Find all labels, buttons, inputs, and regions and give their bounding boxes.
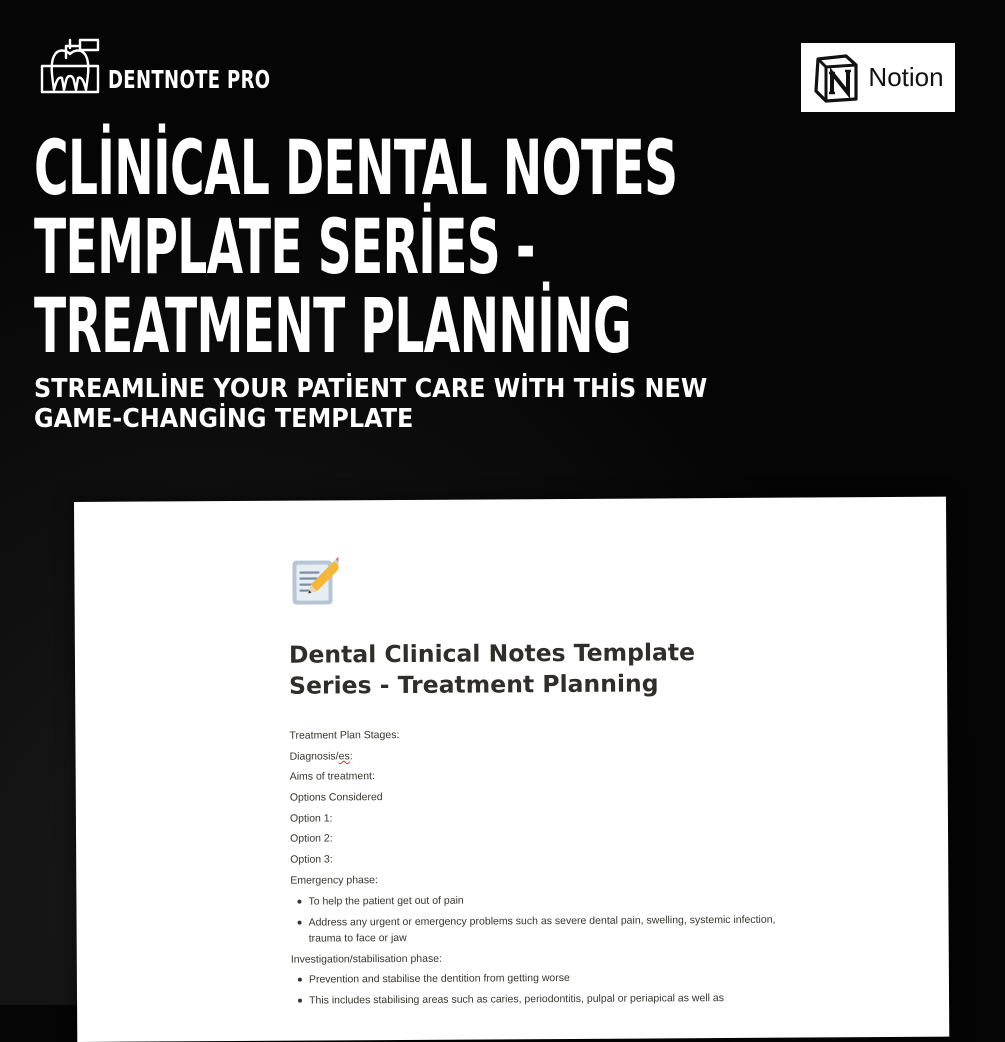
headline: CLİNİCAL DENTAL NOTES TEMPLATE SERİES - TREATMENT PLANNİNG (34, 128, 803, 365)
document-title: Dental Clinical Notes Template Series - Treatment Planning (289, 637, 759, 702)
brand-logo (40, 36, 334, 94)
investigation-phase-heading: Investigation/stabilisation phase: (291, 946, 811, 970)
treatment-plan-stages-heading: Treatment Plan Stages: (289, 723, 809, 747)
subheadline: STREAMLİNE YOUR PATİENT CARE WİTH THİS NEW GAME-CHANGİNG TEMPLATE (34, 374, 788, 434)
notion-badge (801, 43, 955, 112)
diagnosis-label: Diagnosis/ (290, 750, 339, 762)
memo-icon (290, 556, 338, 608)
investigation-list (291, 967, 811, 1012)
options-heading: Options Considered (290, 785, 810, 809)
list-item: Address any urgent or emergency problems such as severe dental pain, swelling, systemic infection, trauma to face or jaw (309, 909, 811, 949)
notion-label: Notion (868, 62, 943, 93)
document-preview (74, 497, 949, 1042)
option-3-line: Option 3: (290, 847, 810, 871)
brand-name: DENTNOTE PRO (108, 65, 270, 94)
option-2-line: Option 2: (290, 826, 810, 850)
list-item: This includes stabilising areas such as caries, periodontitis, pulpal or periapical as well as (309, 988, 811, 1012)
tooth-drill-icon (40, 36, 102, 94)
notion-logo-icon (812, 53, 860, 103)
document-content (288, 554, 811, 1012)
emergency-phase-heading: Emergency phase: (290, 867, 810, 891)
spellcheck-word: es (339, 750, 350, 762)
diagnosis-colon: : (350, 750, 353, 762)
list-item: Prevention and stabilise the dentition from getting worse (309, 967, 811, 991)
emergency-list (290, 888, 810, 949)
aims-line: Aims of treatment: (290, 764, 810, 788)
document-body (289, 723, 811, 1012)
list-item: To help the patient get out of pain (308, 888, 810, 912)
option-1-line: Option 1: (290, 805, 810, 829)
